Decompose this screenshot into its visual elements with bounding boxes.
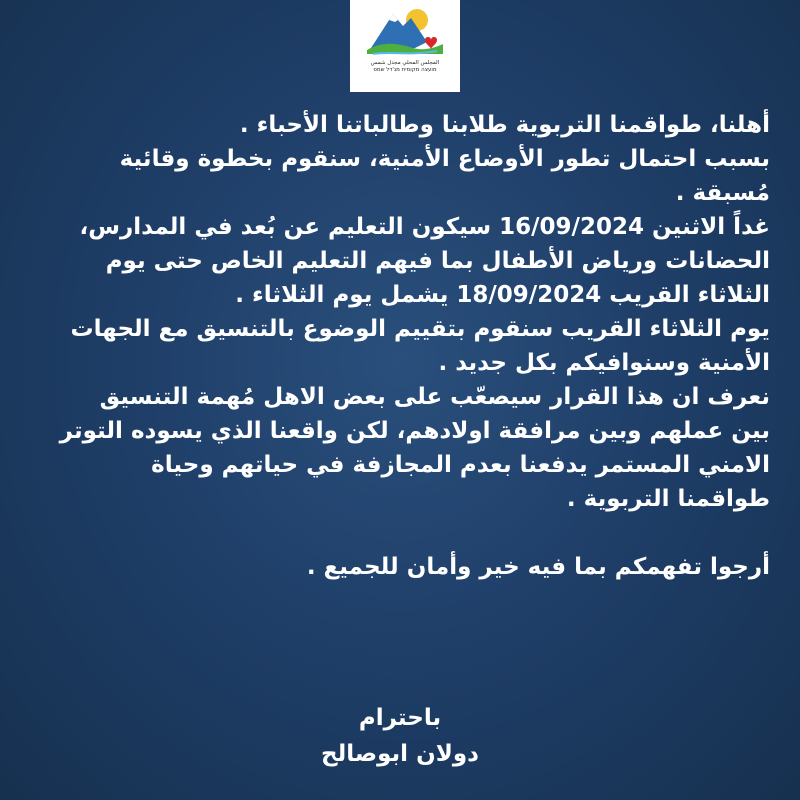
mountain-emblem-icon [365, 4, 445, 60]
message-line: أهلنا، طواقمنا التربوية طلابنا وطالباتنا الأحباء . [239, 112, 770, 138]
signature-block [30, 700, 770, 772]
signature-regards: باحترام [358, 705, 442, 731]
logo-caption-arabic: المجلس المحلي مجدل شمس [370, 60, 440, 66]
message-line: الامني المستمر يدفعنا بعدم المجازفة في حياتهم وحياة [151, 452, 770, 478]
closing-request: أرجوا تفهمكم بما فيه خير وأمان للجميع . [306, 554, 770, 580]
announcement-body [30, 108, 770, 584]
message-line: يوم الثلاثاء القريب سنقوم بتقييم الوضوع بالتنسيق مع الجهات [70, 316, 770, 342]
council-logo [350, 0, 460, 92]
message-line: بين عملهم وبين مرافقة اولادهم، لكن واقعنا الذي يسوده التوتر [59, 418, 770, 444]
message-line: بسبب احتمال تطور الأوضاع الأمنية، سنقوم بخطوة وقائية [119, 146, 770, 172]
message-line: الحضانات ورياض الأطفال بما فيهم التعليم الخاص حتى يوم [105, 248, 770, 274]
message-line: نعرف ان هذا القرار سيصعّب على بعض الاهل مُهمة التنسيق [99, 384, 770, 410]
logo-caption-hebrew: מועצה מקומית מג'דל שמס [373, 67, 437, 73]
spacer [30, 516, 770, 550]
message-line: مُسبقة . [675, 180, 770, 206]
message-line: الثلاثاء القريب 18/09/2024 يشمل يوم الثلاثاء . [235, 282, 770, 308]
signature-name: دولان ابوصالح [321, 741, 479, 767]
message-line: الأمنية وسنوافيكم بكل جديد . [438, 350, 770, 376]
message-line: طواقمنا التربوية . [566, 486, 770, 512]
message-line: غداً الاثنين 16/09/2024 سيكون التعليم عن بُعد في المدارس، [79, 214, 770, 240]
